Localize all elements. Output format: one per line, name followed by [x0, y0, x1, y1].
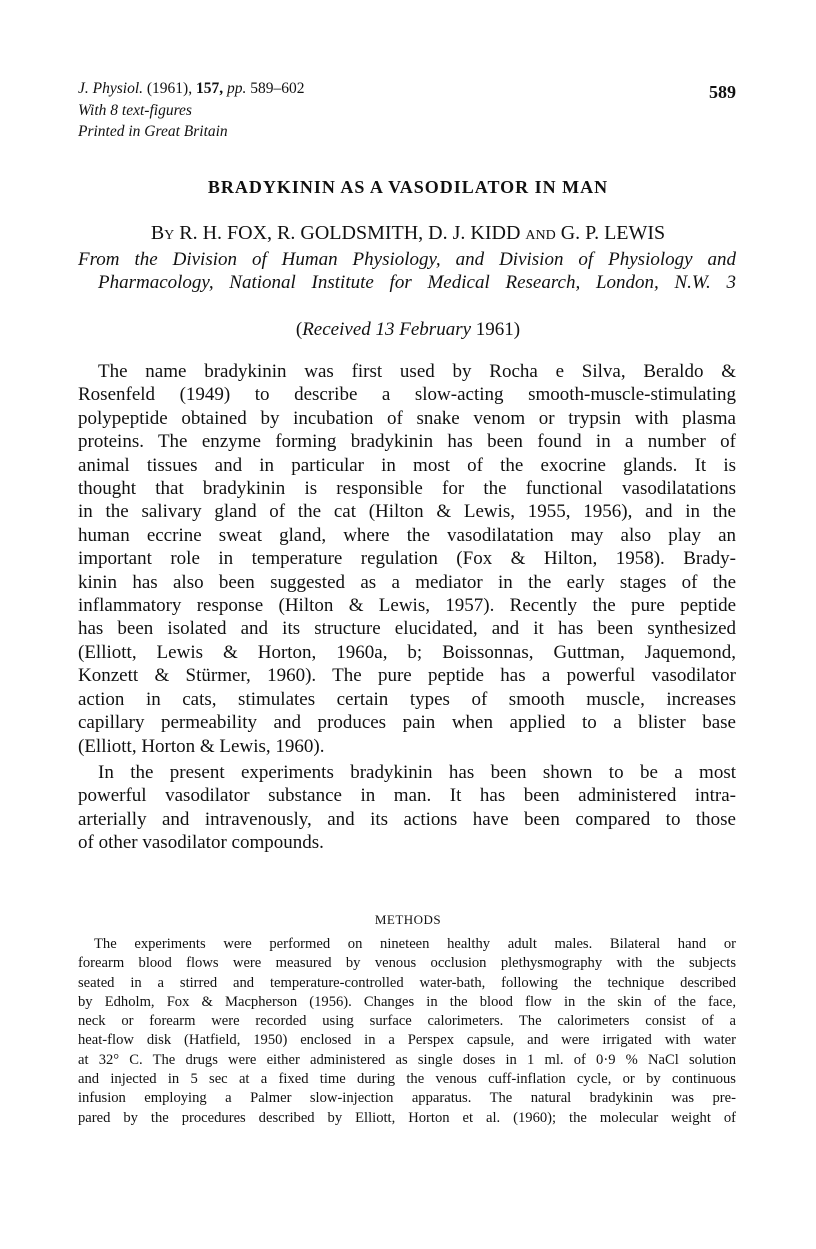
- text-line: (Elliott, Horton & Lewis, 1960).: [78, 735, 325, 757]
- received-year: 1961): [475, 319, 521, 340]
- intro-paragraph-1: [78, 360, 736, 758]
- text-line: arterially and intravenously, and its actions have been compared to those: [78, 808, 736, 830]
- affiliation-line: From the Division of Human Physiology, and Division of Physiology and: [78, 249, 736, 270]
- text-line: pared by the procedures described by Elliott, Horton et al. (1960); the molecular weight of: [78, 1109, 736, 1126]
- affiliation: [78, 248, 736, 294]
- printed-note: Printed in Great Britain: [78, 123, 228, 140]
- page-range: 589–602: [250, 80, 305, 97]
- text-line: (Elliott, Lewis & Horton, 1960a, b; Boissonnas, Guttman, Jaquemond,: [78, 641, 736, 663]
- received-label: Received: [302, 319, 371, 340]
- text-line: infusion employing a Palmer slow-injection apparatus. The natural bradykinin was pre-: [78, 1090, 736, 1107]
- paren: (: [295, 319, 303, 340]
- text-line: In the present experiments bradykinin has been shown to be a most: [98, 762, 736, 783]
- text-line: powerful vasodilator substance in man. It has been administered intra-: [78, 785, 736, 807]
- text-line: capillary permeability and produces pain when applied to a blister base: [78, 712, 736, 734]
- author-names-last: G. P. LEWIS: [560, 222, 666, 244]
- text-line: and injected in 5 sec at a fixed time during the venous cuff-inflation cycle, or by continuous: [78, 1071, 736, 1088]
- text-line: Rosenfeld (1949) to describe a slow-acting smooth-muscle-stimulating: [78, 384, 736, 406]
- text-line: heat-flow disk (Hatfield, 1950) enclosed in a Perspex capsule, and were irrigated with water: [78, 1032, 736, 1049]
- text-line: The experiments were performed on nineteen healthy adult males. Bilateral hand or: [94, 936, 736, 952]
- text-line: important role in temperature regulation (Fox & Hilton, 1958). Brady-: [78, 548, 736, 570]
- text-line: by Edholm, Fox & Macpherson (1956). Changes in the blood flow in the skin of the face,: [78, 993, 736, 1010]
- citation-line: [78, 78, 304, 100]
- text-line: Konzett & Stürmer, 1960). The pure peptide has a powerful vasodilator: [78, 665, 736, 687]
- text-line: The name bradykinin was first used by Rocha e Silva, Beraldo &: [98, 361, 736, 382]
- text-line: neck or forearm were recorded using surface calorimeters. The calorimeters consist of a: [78, 1013, 736, 1030]
- text-line: animal tissues and in particular in most of the exocrine glands. It is: [78, 454, 736, 476]
- text-line: proteins. The enzyme forming bradykinin has been found in a number of: [78, 431, 736, 453]
- text-line: action in cats, stimulates certain types of smooth muscle, increases: [78, 688, 736, 710]
- text-line: inflammatory response (Hilton & Lewis, 1957). Recently the pure peptide: [78, 595, 736, 617]
- text-line: polypeptide obtained by incubation of snake venom or trypsin with plasma: [78, 407, 736, 429]
- text-line: at 32° C. The drugs were either administered as single doses in 1 ml. of 0·9 % NaCl solution: [78, 1051, 736, 1068]
- text-line: human eccrine sweat gland, where the vasodilatation may also play an: [78, 524, 736, 546]
- author-names: R. H. FOX, R. GOLDSMITH, D. J. KIDD: [179, 222, 521, 244]
- received-day-month: 13 February: [375, 319, 472, 340]
- text-line: has been isolated and its structure elucidated, and it has been synthesized: [78, 618, 736, 640]
- text-line: seated in a stirred and temperature-controlled water-bath, following the technique described: [78, 974, 736, 991]
- page-number: 589: [709, 82, 736, 102]
- affiliation-line: Pharmacology, National Institute for Medical Research, London, N.W. 3: [98, 272, 736, 293]
- by-label: By: [150, 222, 175, 244]
- journal-name: J. Physiol.: [78, 80, 143, 97]
- authors-line: [0, 221, 816, 248]
- pp-label: pp.: [226, 80, 247, 97]
- text-line: of other vasodilator compounds.: [78, 832, 324, 854]
- text-line: kinin has also been suggested as a mediator in the early stages of the: [78, 571, 736, 593]
- volume: 157,: [195, 80, 224, 97]
- text-line: thought that bradykinin is responsible for the functional vasodilatations: [78, 478, 736, 500]
- received-date: [0, 318, 816, 342]
- text-line: in the salivary gland of the cat (Hilton & Lewis, 1955, 1956), and in the: [78, 501, 736, 523]
- year: (1961),: [146, 80, 193, 97]
- methods-paragraph: [78, 935, 736, 1128]
- figures-note: With 8 text-figures: [78, 102, 192, 119]
- methods-heading: METHODS: [374, 912, 442, 927]
- text-line: forearm blood flows were measured by venous occlusion plethysmography with the subjects: [78, 955, 736, 972]
- article-title: BRADYKININ AS A VASODILATOR IN MAN: [207, 177, 609, 197]
- and-label: AND: [525, 228, 556, 243]
- intro-paragraph-2: [78, 761, 736, 855]
